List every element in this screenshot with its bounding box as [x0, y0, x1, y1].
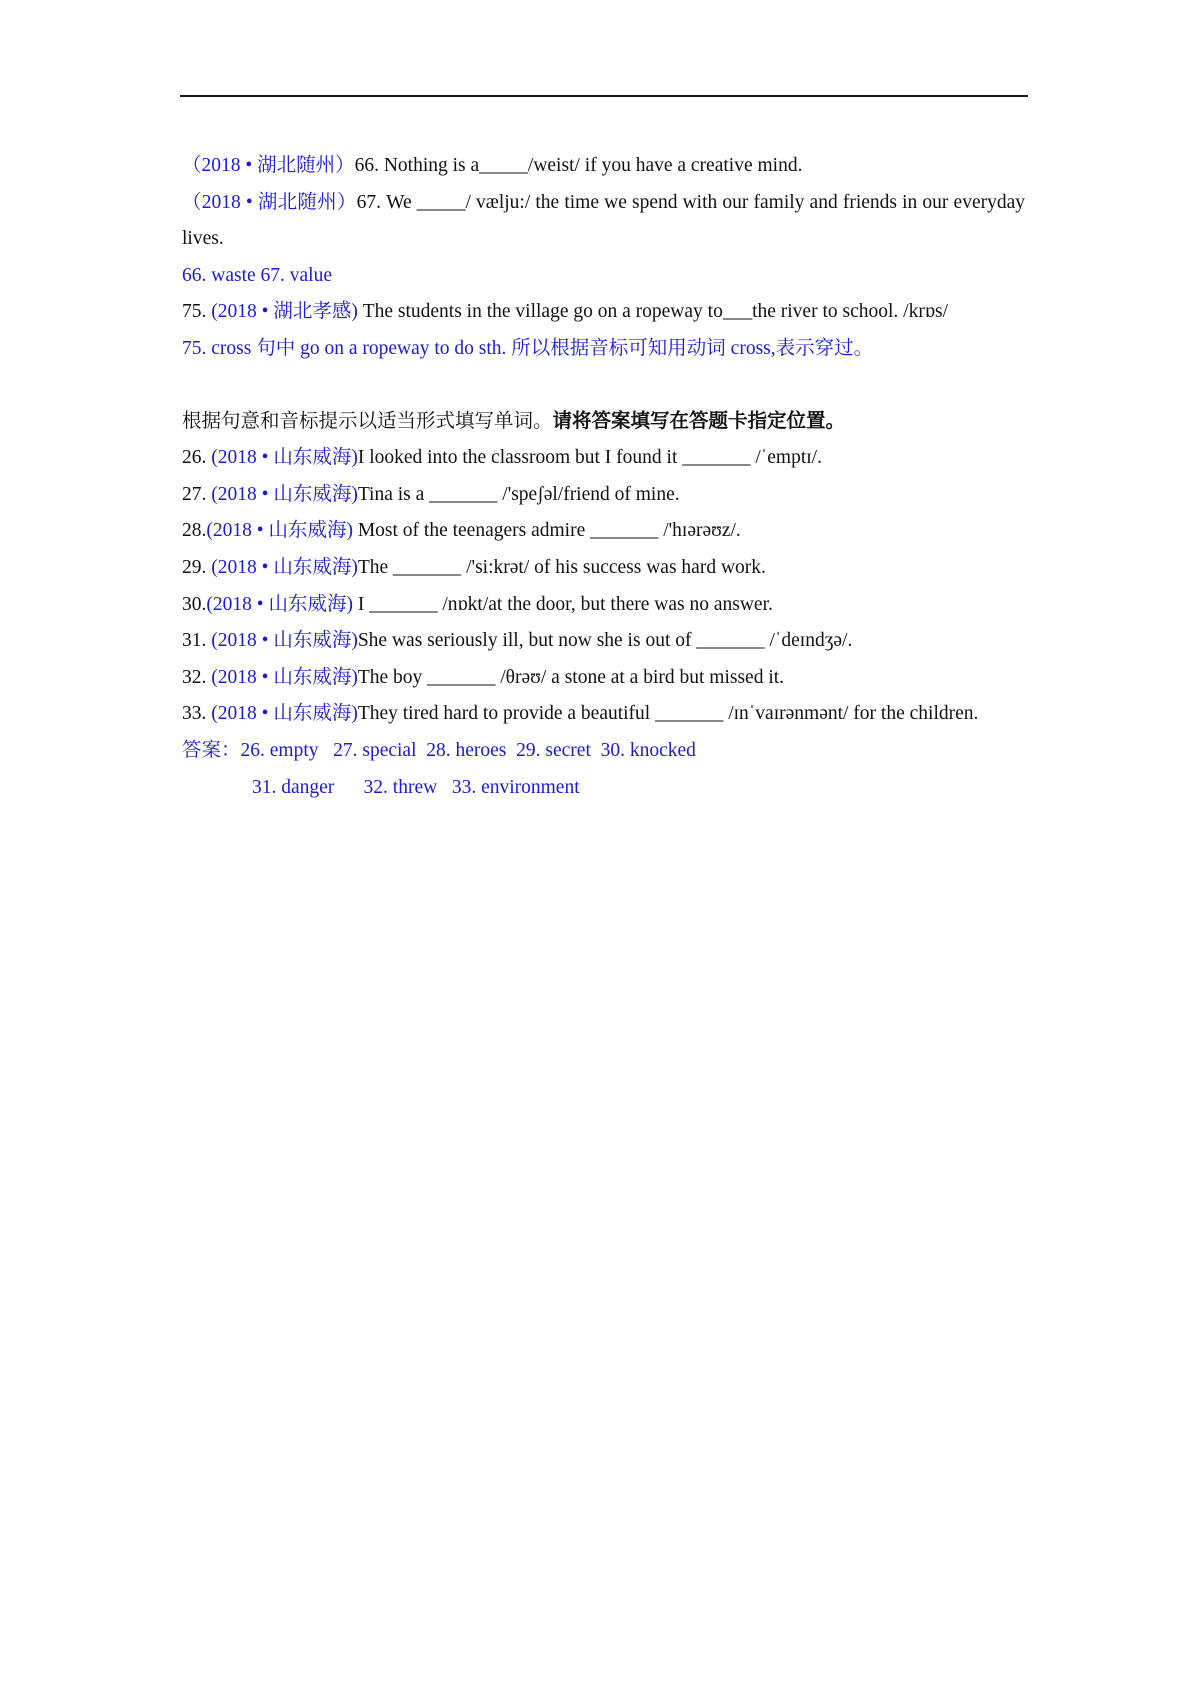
question-source: (2018 • 山东威海) [211, 483, 358, 505]
question-67 [182, 185, 1025, 258]
question-text: The students in the village go on a ropeway to___the river to school. /krɒs/ [357, 301, 949, 323]
question-30 [182, 587, 1025, 624]
question-text: The boy _______ /θrəʊ/ a stone at a bird but missed it. [357, 666, 785, 688]
question-32 [182, 660, 1025, 697]
question-source: (2018 • 山东威海) [206, 593, 353, 615]
question-text: They tired hard to provide a beautiful _______ /ɪnˈvaɪrənmənt/ for the children. [357, 703, 979, 725]
question-source: (2018 • 山东威海) [211, 630, 358, 652]
question-66 [182, 148, 1025, 185]
question-text: 66. Nothing is a_____/weist/ if you have a creative mind. [354, 155, 803, 176]
question-number: 28. [182, 520, 207, 542]
question-text: The _______ /'si:krət/ of his success was hard work. [357, 556, 766, 578]
answers-26-30: 答案：26. empty 27. special 28. heroes 29. secret 30. knocked [182, 739, 696, 761]
question-text: I _______ /nɒkt/at the door, but there was no answer. [352, 593, 773, 615]
question-31 [182, 623, 1025, 660]
question-source: (2018 • 山东威海) [211, 447, 358, 469]
instruction [182, 404, 1025, 441]
question-number: 32. [182, 666, 212, 688]
question-source: （2018 • 湖北随州） [182, 155, 355, 176]
question-28 [182, 513, 1025, 550]
question-75 [182, 294, 1025, 331]
question-text: I looked into the classroom but I found it _______ /ˈemptɪ/. [357, 447, 822, 469]
header-rule [180, 95, 1028, 97]
question-29 [182, 550, 1025, 587]
answers-66-67: 66. waste 67. value [182, 264, 333, 286]
question-source: (2018 • 湖北孝感) [211, 301, 358, 323]
question-source: (2018 • 山东威海) [211, 703, 358, 725]
question-number: 75. [182, 301, 212, 323]
question-source: (2018 • 山东威海) [211, 666, 358, 688]
question-text: 67. We _____/ vælju:/ the time we spend with our family and friends in our everyday lives. [182, 191, 1025, 250]
document-body [182, 148, 1025, 806]
question-text: Tina is a _______ /'speʃəl/friend of mine. [357, 483, 680, 505]
question-number: 26. [182, 447, 212, 469]
instruction-text: 根据句意和音标提示以适当形式填写单词。 [182, 410, 553, 432]
question-number: 33. [182, 703, 212, 725]
question-text: She was seriously ill, but now she is out of _______ /ˈdeɪndʒə/. [357, 630, 853, 652]
question-number: 30. [182, 593, 207, 615]
question-number: 31. [182, 630, 212, 652]
question-26 [182, 440, 1025, 477]
instruction-emphasis: 请将答案填写在答题卡指定位置。 [552, 410, 846, 432]
answer-75: 75. cross 句中 go on a ropeway to do sth. 所以根据音标可知用动词 cross,表示穿过。 [182, 337, 874, 359]
question-number: 27. [182, 483, 212, 505]
answers-31-33: 31. danger 32. threw 33. environment [252, 776, 580, 798]
question-source: (2018 • 山东威海) [211, 556, 358, 578]
question-source: （2018 • 湖北随州） [182, 191, 357, 213]
question-33 [182, 696, 1025, 733]
question-number: 29. [182, 556, 212, 578]
section-spacer [182, 368, 1025, 404]
question-source: (2018 • 山东威海) [206, 520, 353, 542]
question-text: Most of the teenagers admire _______ /'hɪərəʊz/. [352, 520, 741, 542]
question-27 [182, 477, 1025, 514]
